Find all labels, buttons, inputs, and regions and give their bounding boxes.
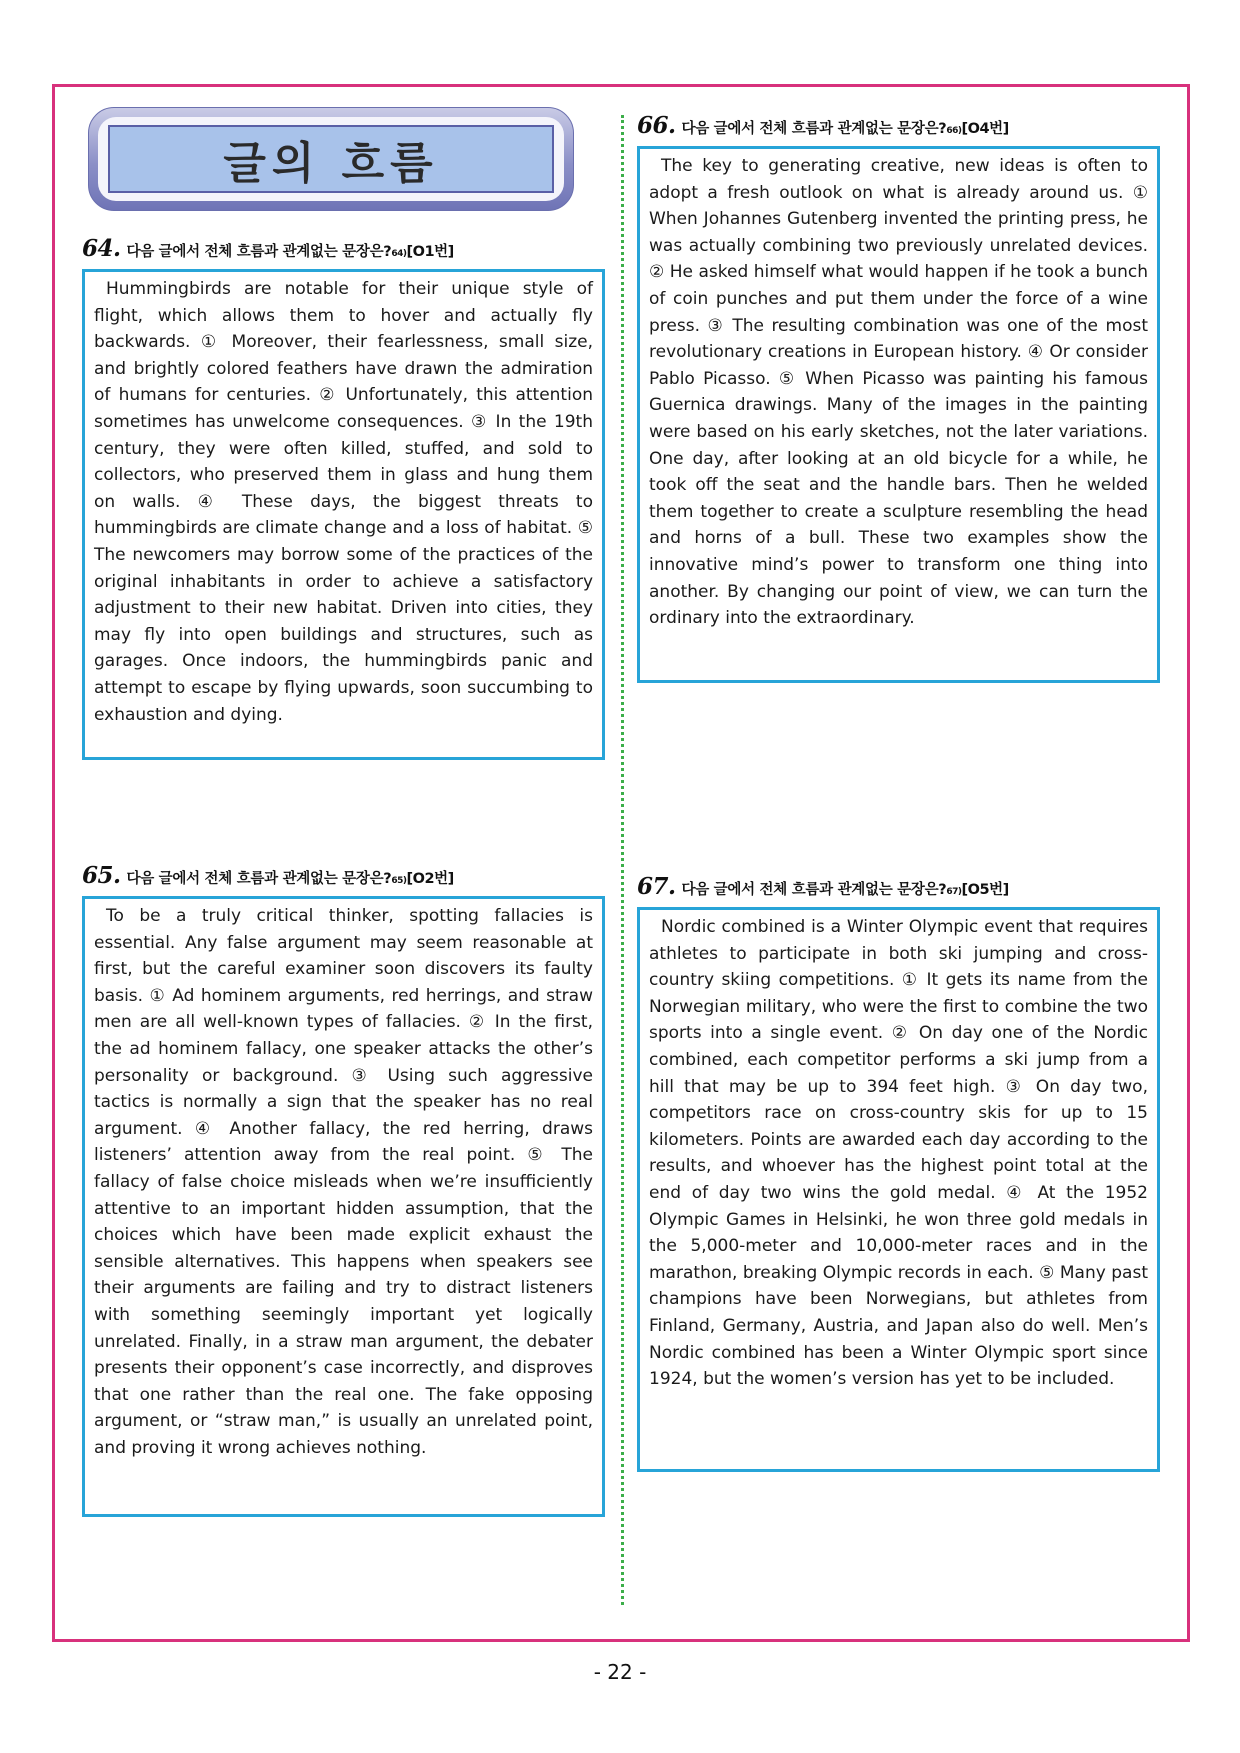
question-prompt: 다음 글에서 전체 흐름과 관계없는 문장은? [126,244,392,260]
question-ref: 66) [946,126,962,136]
question-number: 65. [82,862,121,889]
column-divider [621,115,624,1605]
question-tag: [O4번] [961,121,1009,137]
question-number: 66. [637,112,676,139]
question-tag: [O5번] [961,882,1009,898]
passage-text: Nordic combined is a Winter Olympic event that requires athletes to participate in both ski jumping and cross-country skiing competitions. ① It gets its name from the Norwegian military, who were the first to combine the two sports into a single event. ② On day one of the Nordic combined, each competitor performs a ski jump from a hill that may be up to 394 feet high. ③ On day two, competitors race on cross-country skis for up to 15 kilometers. Points are awarded each day according to the results, and whoever has the highest point total at the end of day two wins the gold medal. ④ At the 1952 Olympic Games in Helsinki, he won three gold medals in the 5,000-meter and 10,000-meter races and in the marathon, breaking Olympic records in each. ⑤ Many past champions have been Norwegians, but athletes from Finland, Germany, Austria, and Japan also do well. Men’s Nordic combined has been a Winter Olympic sport since 1924, but the women’s version has yet to be included. [649,917,1148,1390]
question-prompt: 다음 글에서 전체 흐름과 관계없는 문장은? [126,871,392,887]
question-prompt: 다음 글에서 전체 흐름과 관계없는 문장은? [681,882,947,898]
banner-inner-panel [108,125,554,193]
passage-box [637,907,1160,1472]
section-title: 글의 흐름 [223,138,439,189]
passage-box [637,146,1160,683]
question-header [637,873,1160,903]
passage-box [82,269,605,760]
passage-text: Hummingbirds are notable for their unique style of flight, which allows them to hover and actually fly backwards. ① Moreover, their fearlessness, small size, and brightly colored feathers have drawn the admiration of humans for centuries. ② Unfortunately, this attention sometimes has unwelcome consequences. ③ In the 19th century, they were often killed, stuffed, and sold to collectors, who preserved them in glass and hung them on walls. ④ These days, the biggest threats to hummingbirds are climate change and a loss of habitat. ⑤ The newcomers may borrow some of the practices of the original inhabitants in order to achieve a satisfactory adjustment to their new habitat. Driven into cities, they may fly into open buildings and structures, such as garages. Once indoors, the hummingbirds panic and attempt to escape by flying upwards, soon succumbing to exhaustion and dying. [94,279,593,725]
passage-text: The key to generating creative, new ideas is often to adopt a fresh outlook on what is already around us. ① When Johannes Gutenberg invented the printing press, he was actually combining two previously unrelated devices. ② He asked himself what would happen if he took a bunch of coin punches and put them under the force of a wine press. ③ The resulting combination was one of the most revolutionary creations in European history. ④ Or consider Pablo Picasso. ⑤ When Picasso was painting his famous Guernica drawings. Many of the images in the painting were based on his early sketches, not the later variations. One day, after looking at an old bicycle for a while, he took off the seat and the handle bars. Then he welded them together to create a sculpture resembling the head and horns of a bull. These two examples show the innovative mind’s power to transform one thing into another. By changing our point of view, we can turn the ordinary into the extraordinary. [649,156,1148,629]
question-64 [82,235,605,760]
page-number: - 22 - [593,1660,647,1684]
passage-box [82,896,605,1517]
question-ref: 67) [946,887,962,897]
question-66 [637,112,1160,683]
question-header [82,235,605,265]
question-tag: [O1번] [406,244,454,260]
question-header [82,862,605,892]
question-ref: 65) [391,876,407,886]
section-title-banner [88,107,574,211]
question-header [637,112,1160,142]
question-number: 64. [82,235,121,262]
question-prompt: 다음 글에서 전체 흐름과 관계없는 문장은? [681,121,947,137]
question-ref: 64) [391,249,407,259]
question-67 [637,873,1160,1472]
passage-text: To be a truly critical thinker, spotting fallacies is essential. Any false argument may seem reasonable at first, but the careful examiner soon discovers its faulty basis. ① Ad hominem arguments, red herrings, and straw men are all well-known types of fallacies. ② In the first, the ad hominem fallacy, one speaker attacks the other’s personality or background. ③ Using such aggressive tactics is normally a sign that the speaker has no real argument. ④ Another fallacy, the red herring, draws listeners’ attention away from the real point. ⑤ The fallacy of false choice misleads when we’re insufficiently attentive to an important hidden assumption, that the choices which have been made explicit exhaust the sensible alternatives. This happens when speakers see their arguments are failing and try to distract listeners with something seemingly important yet logically unrelated. Finally, in a straw man argument, the debater presents their opponent’s case incorrectly, and disproves that one rather than the real one. The fake opposing argument, or “straw man,” is usually an unrelated point, and proving it wrong achieves nothing. [94,906,593,1458]
question-65 [82,862,605,1517]
question-number: 67. [637,873,676,900]
question-tag: [O2번] [406,871,454,887]
